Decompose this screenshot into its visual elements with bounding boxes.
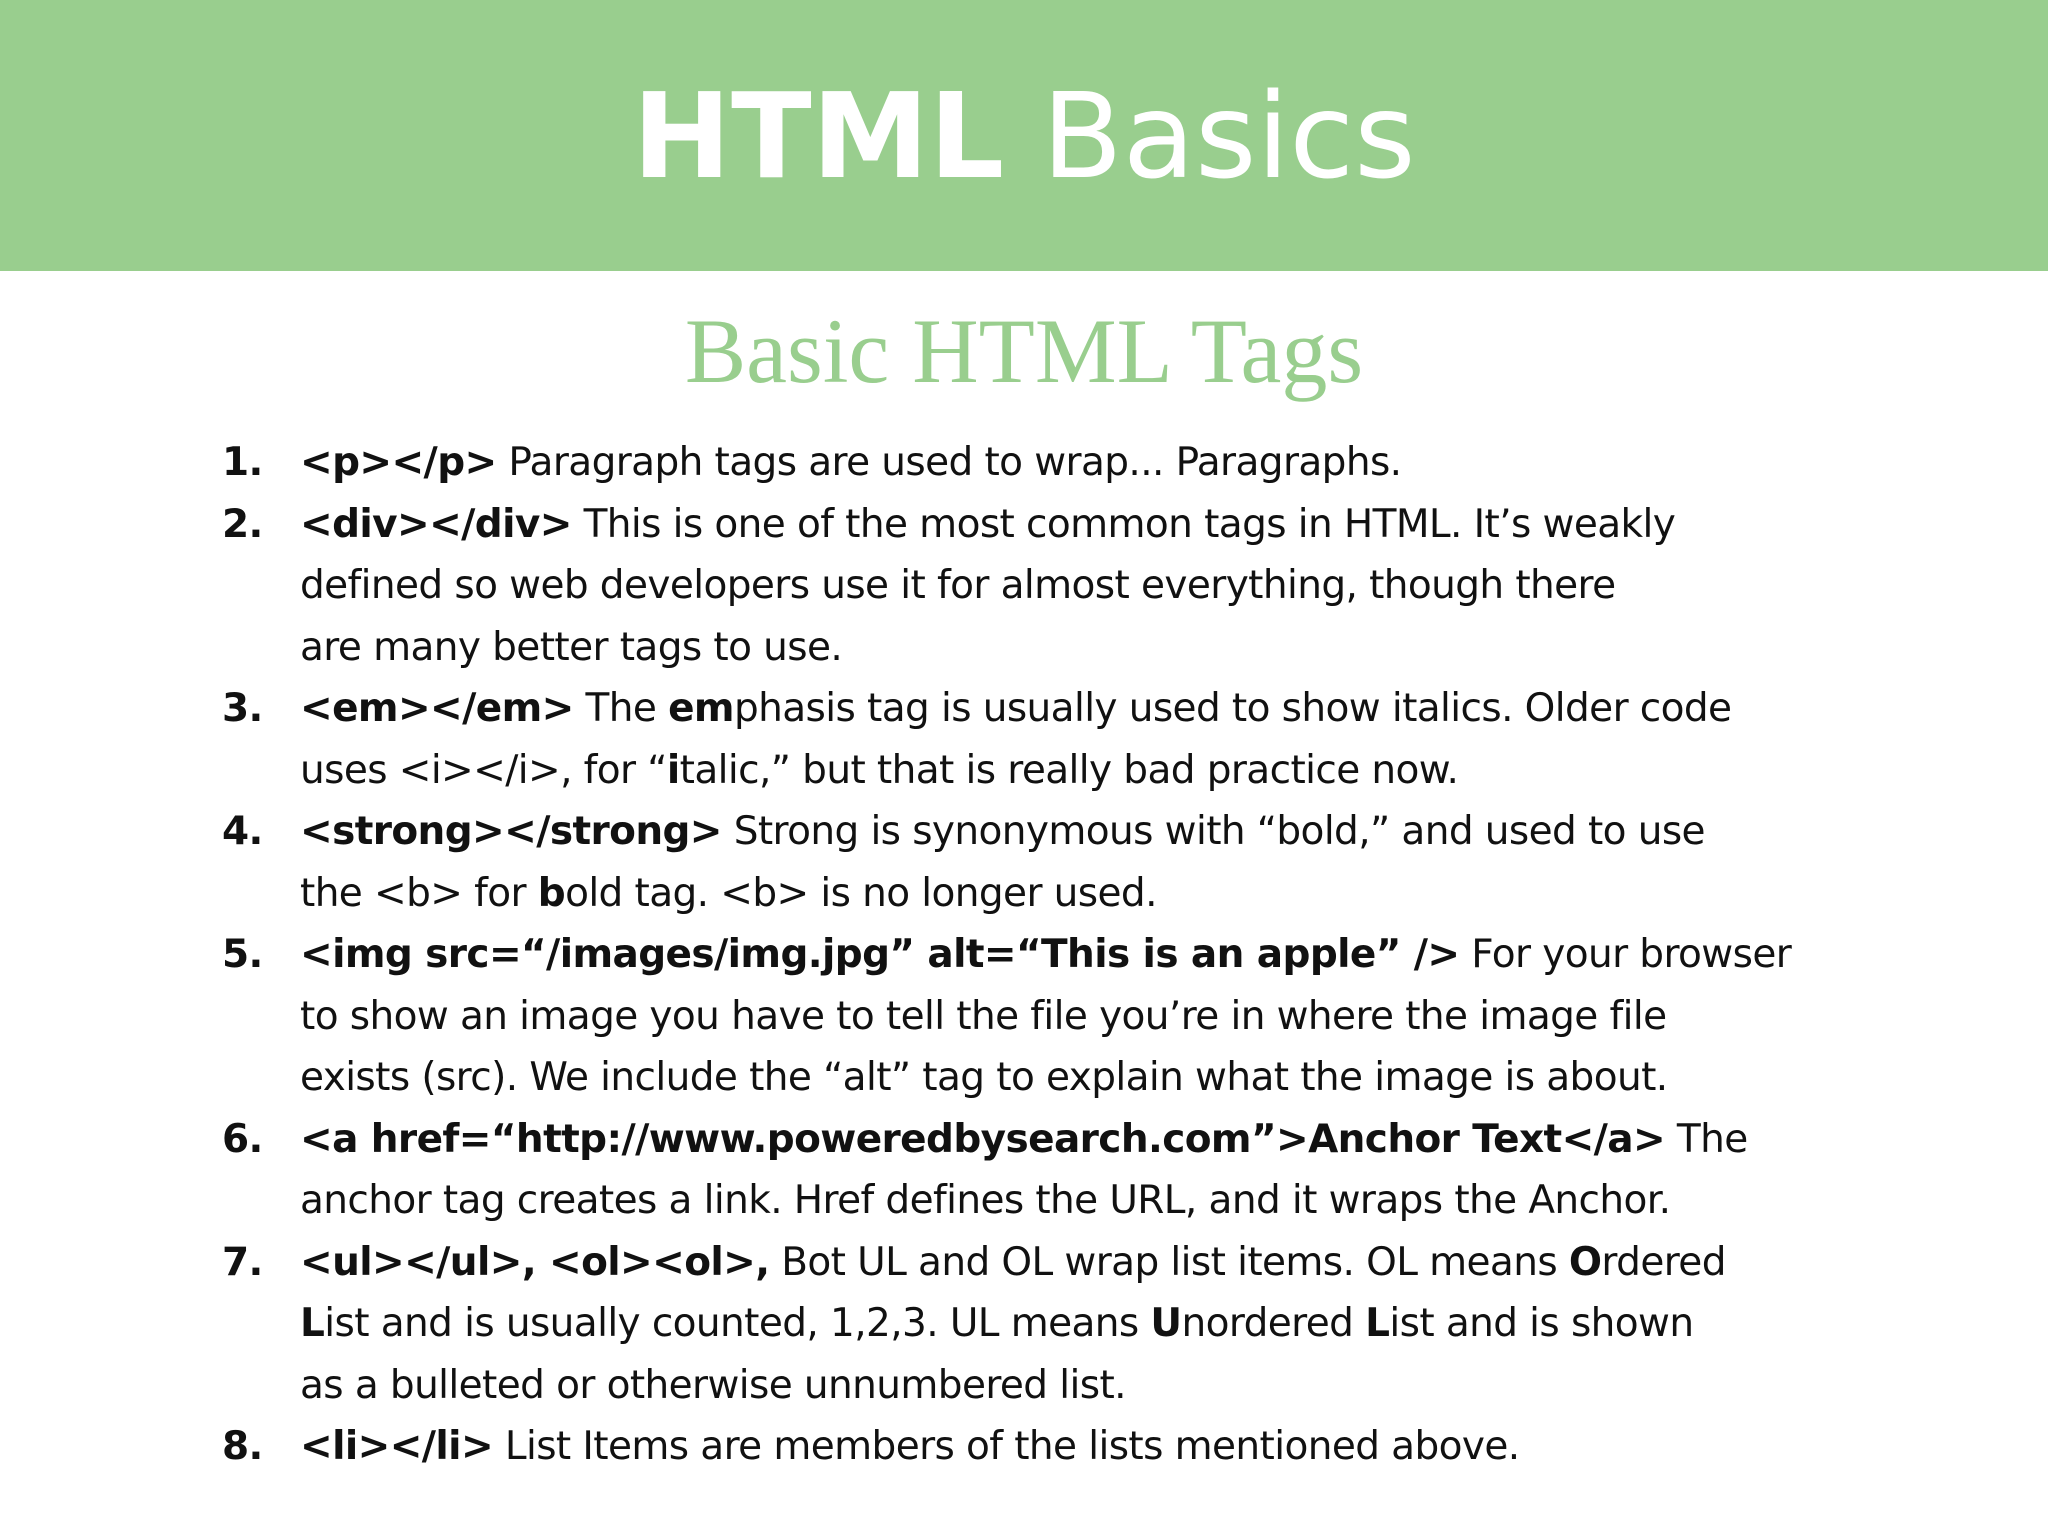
- text: are many better tags to use.: [300, 624, 843, 670]
- text: the <b> for: [300, 870, 538, 916]
- list-item: [222, 801, 1822, 924]
- list-item-number: 1.: [222, 440, 263, 485]
- list-item-line: [300, 801, 1822, 863]
- bold-text: <em></em>: [300, 686, 574, 731]
- list-item-line: [300, 1355, 1822, 1417]
- list-item-number: 8.: [222, 1424, 263, 1469]
- list-item-number: 6.: [222, 1116, 263, 1162]
- list-item-line: [300, 986, 1822, 1048]
- list-item-number: 2.: [222, 501, 263, 547]
- list-item: [222, 1416, 1822, 1478]
- text: For your browser: [1459, 932, 1792, 977]
- text: talic,” but that is really bad practice now.: [679, 747, 1459, 793]
- text: exists (src). We include the “alt” tag to explain what the image is about.: [300, 1055, 1668, 1100]
- list-item-line: [300, 1047, 1822, 1109]
- text: as a bulleted or otherwise unnumbered list.: [300, 1362, 1126, 1408]
- list-item-number: 5.: [222, 932, 263, 977]
- list-item-number: 4.: [222, 809, 263, 854]
- list-item-line: [300, 1170, 1822, 1232]
- text: uses <i></i>, for “: [300, 747, 667, 793]
- slide-subtitle: Basic HTML Tags: [684, 300, 1364, 402]
- bold-text: <a href=“http://www.poweredbysearch.com”>Anchor Text</a>: [300, 1116, 1666, 1162]
- list-item-line: [300, 678, 1822, 740]
- bold-text: L: [300, 1301, 325, 1346]
- bold-text: i: [666, 747, 680, 793]
- list-item-line: [300, 740, 1822, 802]
- bold-text: <li></li>: [300, 1424, 494, 1469]
- list-item-line: [300, 494, 1822, 556]
- text: anchor tag creates a link. Href defines the URL, and it wraps the Anchor.: [300, 1178, 1671, 1223]
- text: to show an image you have to tell the file you’re in where the image file: [300, 993, 1667, 1039]
- bold-text: O: [1568, 1239, 1602, 1285]
- list-item: [222, 1232, 1822, 1417]
- bold-text: <img src=“/images/img.jpg” alt=“This is an apple” />: [300, 932, 1460, 977]
- bold-text: U: [1150, 1301, 1182, 1346]
- text: ist and is usually counted, 1,2,3. UL means: [324, 1301, 1151, 1346]
- slide-title-bold: HTML: [632, 67, 1005, 205]
- list-item-line: [300, 863, 1822, 925]
- bold-text: b: [537, 870, 566, 916]
- bold-text: <div></div>: [300, 501, 572, 547]
- list-item-line: [300, 1232, 1822, 1294]
- list-item-line: [300, 924, 1822, 986]
- list-item-line: [300, 555, 1822, 617]
- list-item-line: [300, 617, 1822, 679]
- text: defined so web developers use it for almost everything, though there: [300, 563, 1616, 608]
- slide-title: [0, 66, 2048, 206]
- bold-text: <p></p>: [300, 440, 497, 485]
- bold-text: <strong></strong>: [300, 809, 722, 854]
- text: ist and is shown: [1389, 1301, 1694, 1346]
- bold-text: <ul></ul>, <ol><ol>,: [300, 1239, 770, 1285]
- list-item: [222, 1109, 1822, 1232]
- text: This is one of the most common tags in HTML. It’s weakly: [571, 501, 1676, 547]
- text: List Items are members of the lists mentioned above.: [493, 1424, 1520, 1469]
- slide-title-rest: Basics: [1004, 67, 1416, 205]
- list-item-number: 7.: [222, 1239, 263, 1285]
- text: Paragraph tags are used to wrap... Paragraphs.: [496, 440, 1402, 485]
- list-item-line: [300, 432, 1822, 494]
- list-item: [222, 678, 1822, 801]
- list-item: [222, 494, 1822, 679]
- list-item-line: [300, 1109, 1822, 1171]
- text: phasis tag is usually used to show italics. Older code: [733, 686, 1732, 731]
- text: old tag. <b> is no longer used.: [565, 870, 1157, 916]
- list-item-line: [300, 1416, 1822, 1478]
- list-item-number: 3.: [222, 686, 263, 731]
- tag-list: [222, 432, 1822, 1478]
- text: Strong is synonymous with “bold,” and used to use: [721, 809, 1705, 854]
- bold-text: em: [668, 686, 734, 731]
- text: Bot UL and OL wrap list items. OL means: [769, 1239, 1569, 1285]
- list-item: [222, 924, 1822, 1109]
- list-item-line: [300, 1293, 1822, 1355]
- text: rdered: [1601, 1239, 1726, 1285]
- text: The: [573, 686, 669, 731]
- bold-text: L: [1365, 1301, 1390, 1346]
- text: nordered: [1181, 1301, 1366, 1346]
- list-item: [222, 432, 1822, 494]
- text: The: [1665, 1116, 1748, 1162]
